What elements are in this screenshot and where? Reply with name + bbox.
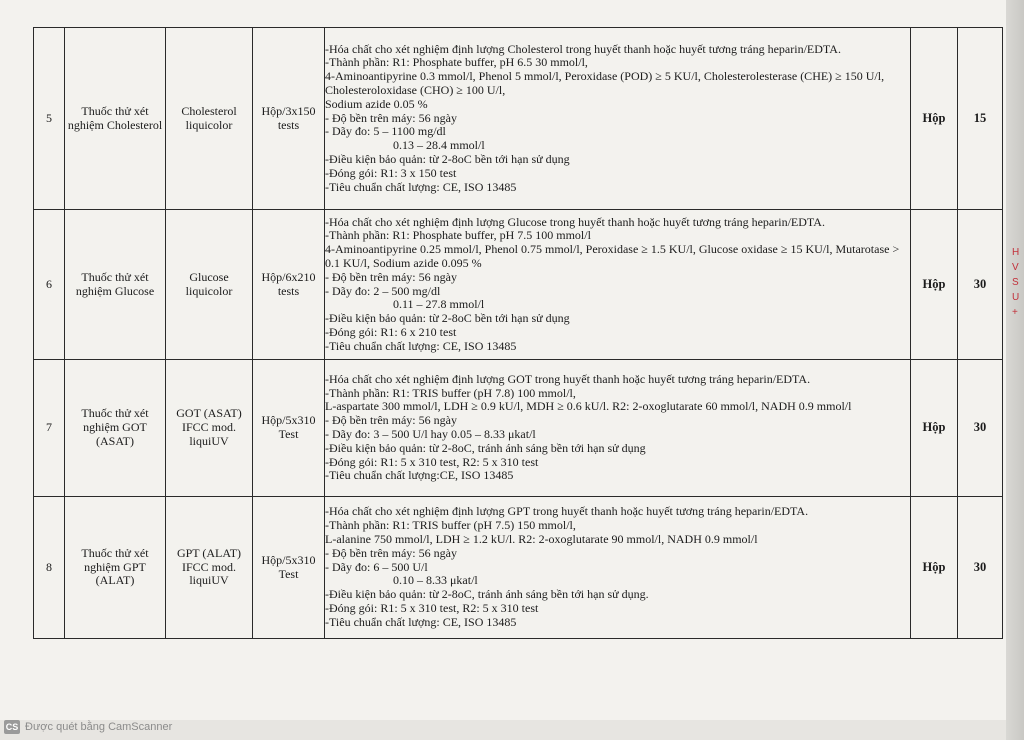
unit: Hộp — [911, 28, 958, 210]
margin-mark: + — [1012, 307, 1018, 318]
camscanner-watermark — [4, 719, 172, 735]
spec-line: -Điều kiện bảo quản: từ 2-8oC bền tới hạn sử dụng — [325, 311, 570, 326]
specification — [325, 497, 911, 639]
page-edge-shadow — [1006, 0, 1024, 740]
quantity: 15 — [958, 28, 1003, 210]
pack-size: Hộp/6x210 tests — [253, 210, 325, 360]
spec-line: Sodium azide 0.05 % — [325, 96, 428, 111]
quantity: 30 — [958, 360, 1003, 497]
item-name: Thuốc thử xét nghiệm Glucose — [65, 210, 166, 360]
spec-line: -Đóng gói: R1: 5 x 310 test, R2: 5 x 310 test — [325, 454, 539, 469]
quantity: 30 — [958, 210, 1003, 360]
spec-line: -Đóng gói: R1: 5 x 310 test, R2: 5 x 310 test — [325, 600, 539, 615]
spec-line: -Tiêu chuẩn chất lượng: CE, ISO 13485 — [325, 614, 517, 629]
spec-line: - Độ bền trên máy: 56 ngày — [325, 110, 457, 125]
item-name: Thuốc thử xét nghiệm GOT (ASAT) — [65, 360, 166, 497]
spec-line: - Độ bền trên máy: 56 ngày — [325, 545, 457, 560]
spec-line: - Dãy đo: 5 – 1100 mg/dl — [325, 124, 446, 139]
spec-line: - Dãy đo: 6 – 500 U/l — [325, 559, 428, 574]
table-row — [34, 28, 1003, 210]
spec-line: -Hóa chất cho xét nghiệm định lượng Cholesterol trong huyết thanh hoặc huyết tương tráng heparin/EDTA. — [325, 41, 841, 56]
table-row — [34, 360, 1003, 497]
unit: Hộp — [911, 210, 958, 360]
margin-mark: V — [1012, 262, 1019, 273]
spec-line: - Dãy đo: 3 – 500 U/l hay 0.05 – 8.33 μkat/l — [325, 427, 536, 441]
margin-mark: U — [1012, 292, 1020, 303]
spec-line: -Tiêu chuẩn chất lượng:CE, ISO 13485 — [325, 468, 514, 483]
spec-line: -Thành phần: R1: TRIS buffer (pH 7.8) 100 mmol/l, — [325, 385, 576, 400]
unit: Hộp — [911, 497, 958, 639]
row-number: 7 — [34, 360, 65, 497]
spec-line: 4-Aminoantipyrine 0.3 mmol/l, Phenol 5 mmol/l, Peroxidase (POD) ≥ 5 KU/l, Cholesterolesterase (CHE) ≥ 150 U/l, Cholesteroloxidase (CHO) ≥ 100 U/l, — [325, 69, 888, 97]
spec-line: -Hóa chất cho xét nghiệm định lượng GPT trong huyết thanh hoặc huyết tương tráng heparin/EDTA. — [325, 504, 809, 519]
product-name: GPT (ALAT) IFCC mod. liquiUV — [166, 497, 253, 639]
pack-size: Hộp/3x150 tests — [253, 28, 325, 210]
specification — [325, 210, 911, 360]
spec-line: -Thành phần: R1: Phosphate buffer, pH 7.5 100 mmol/l — [325, 228, 591, 243]
spec-line: -Hóa chất cho xét nghiệm định lượng GOT trong huyết thanh hoặc huyết tương tráng heparin/EDTA. — [325, 371, 811, 386]
row-number: 6 — [34, 210, 65, 360]
spec-line: L-alanine 750 mmol/l, LDH ≥ 1.2 kU/l. R2: 2-oxoglutarate 90 mmol/l, NADH 0.9 mmol/l — [325, 532, 758, 546]
spec-line: 0.11 – 27.8 mmol/l — [393, 297, 485, 312]
spec-line: -Đóng gói: R1: 6 x 210 test — [325, 324, 457, 339]
spec-line: - Độ bền trên máy: 56 ngày — [325, 413, 457, 428]
table-row — [34, 210, 1003, 360]
row-number: 5 — [34, 28, 65, 210]
spec-line: L-aspartate 300 mmol/l, LDH ≥ 0.9 kU/l, MDH ≥ 0.6 kU/l. R2: 2-oxoglutarate 60 mmol/l, NADH 0.9 mmol/l — [325, 399, 852, 414]
spec-line: -Điều kiện bảo quản: từ 2-8oC, tránh ánh sáng bền tới hạn sử dụng. — [325, 587, 649, 602]
product-table — [33, 27, 1003, 639]
spec-line: -Thành phần: R1: Phosphate buffer, pH 6.5 30 mmol/l, — [325, 55, 588, 70]
camscanner-logo-icon: CS — [5, 722, 19, 732]
table-row — [34, 497, 1003, 639]
specification — [325, 360, 911, 497]
product-name: Cholesterol liquicolor — [166, 28, 253, 210]
spec-line: -Đóng gói: R1: 3 x 150 test — [325, 165, 457, 180]
margin-mark: S — [1012, 277, 1019, 288]
product-name: Glucose liquicolor — [166, 210, 253, 360]
spec-line: 4-Aminoantipyrine 0.25 mmol/l, Phenol 0.75 mmol/l, Peroxidase ≥ 1.5 KU/l, Glucose oxidase ≥ 15 KU/l, Mutarotase > 0.1 KU/l, Sodium azide 0.095 % — [325, 242, 903, 270]
margin-stamp-fragment — [1012, 245, 1024, 320]
spec-line: -Hóa chất cho xét nghiệm định lượng Glucose trong huyết thanh hoặc huyết tương tráng heparin/EDTA. — [325, 214, 825, 229]
quantity: 30 — [958, 497, 1003, 639]
product-name: GOT (ASAT) IFCC mod. liquiUV — [166, 360, 253, 497]
margin-mark: H — [1012, 247, 1020, 258]
pack-size: Hộp/5x310 Test — [253, 360, 325, 497]
spec-line: -Điều kiện bảo quản: từ 2-8oC bền tới hạn sử dụng — [325, 151, 570, 166]
specification — [325, 28, 911, 210]
spec-line: -Thành phần: R1: TRIS buffer (pH 7.5) 150 mmol/l, — [325, 518, 576, 533]
spec-line: - Độ bền trên máy: 56 ngày — [325, 269, 457, 284]
spec-line: 0.13 – 28.4 mmol/l — [393, 138, 485, 153]
spec-line: -Tiêu chuẩn chất lượng: CE, ISO 13485 — [325, 338, 517, 353]
watermark-text: Được quét bằng CamScanner — [25, 721, 173, 733]
item-name: Thuốc thử xét nghiệm Cholesterol — [65, 28, 166, 210]
unit: Hộp — [911, 360, 958, 497]
spec-line: 0.10 – 8.33 μkat/l — [393, 573, 478, 588]
pack-size: Hộp/5x310 Test — [253, 497, 325, 639]
spec-line: - Dãy đo: 2 – 500 mg/dl — [325, 283, 441, 298]
row-number: 8 — [34, 497, 65, 639]
item-name: Thuốc thử xét nghiệm GPT (ALAT) — [65, 497, 166, 639]
spec-line: -Tiêu chuẩn chất lượng: CE, ISO 13485 — [325, 179, 517, 194]
spec-line: -Điều kiện bảo quản: từ 2-8oC, tránh ánh sáng bền tới hạn sử dụng — [325, 440, 646, 455]
